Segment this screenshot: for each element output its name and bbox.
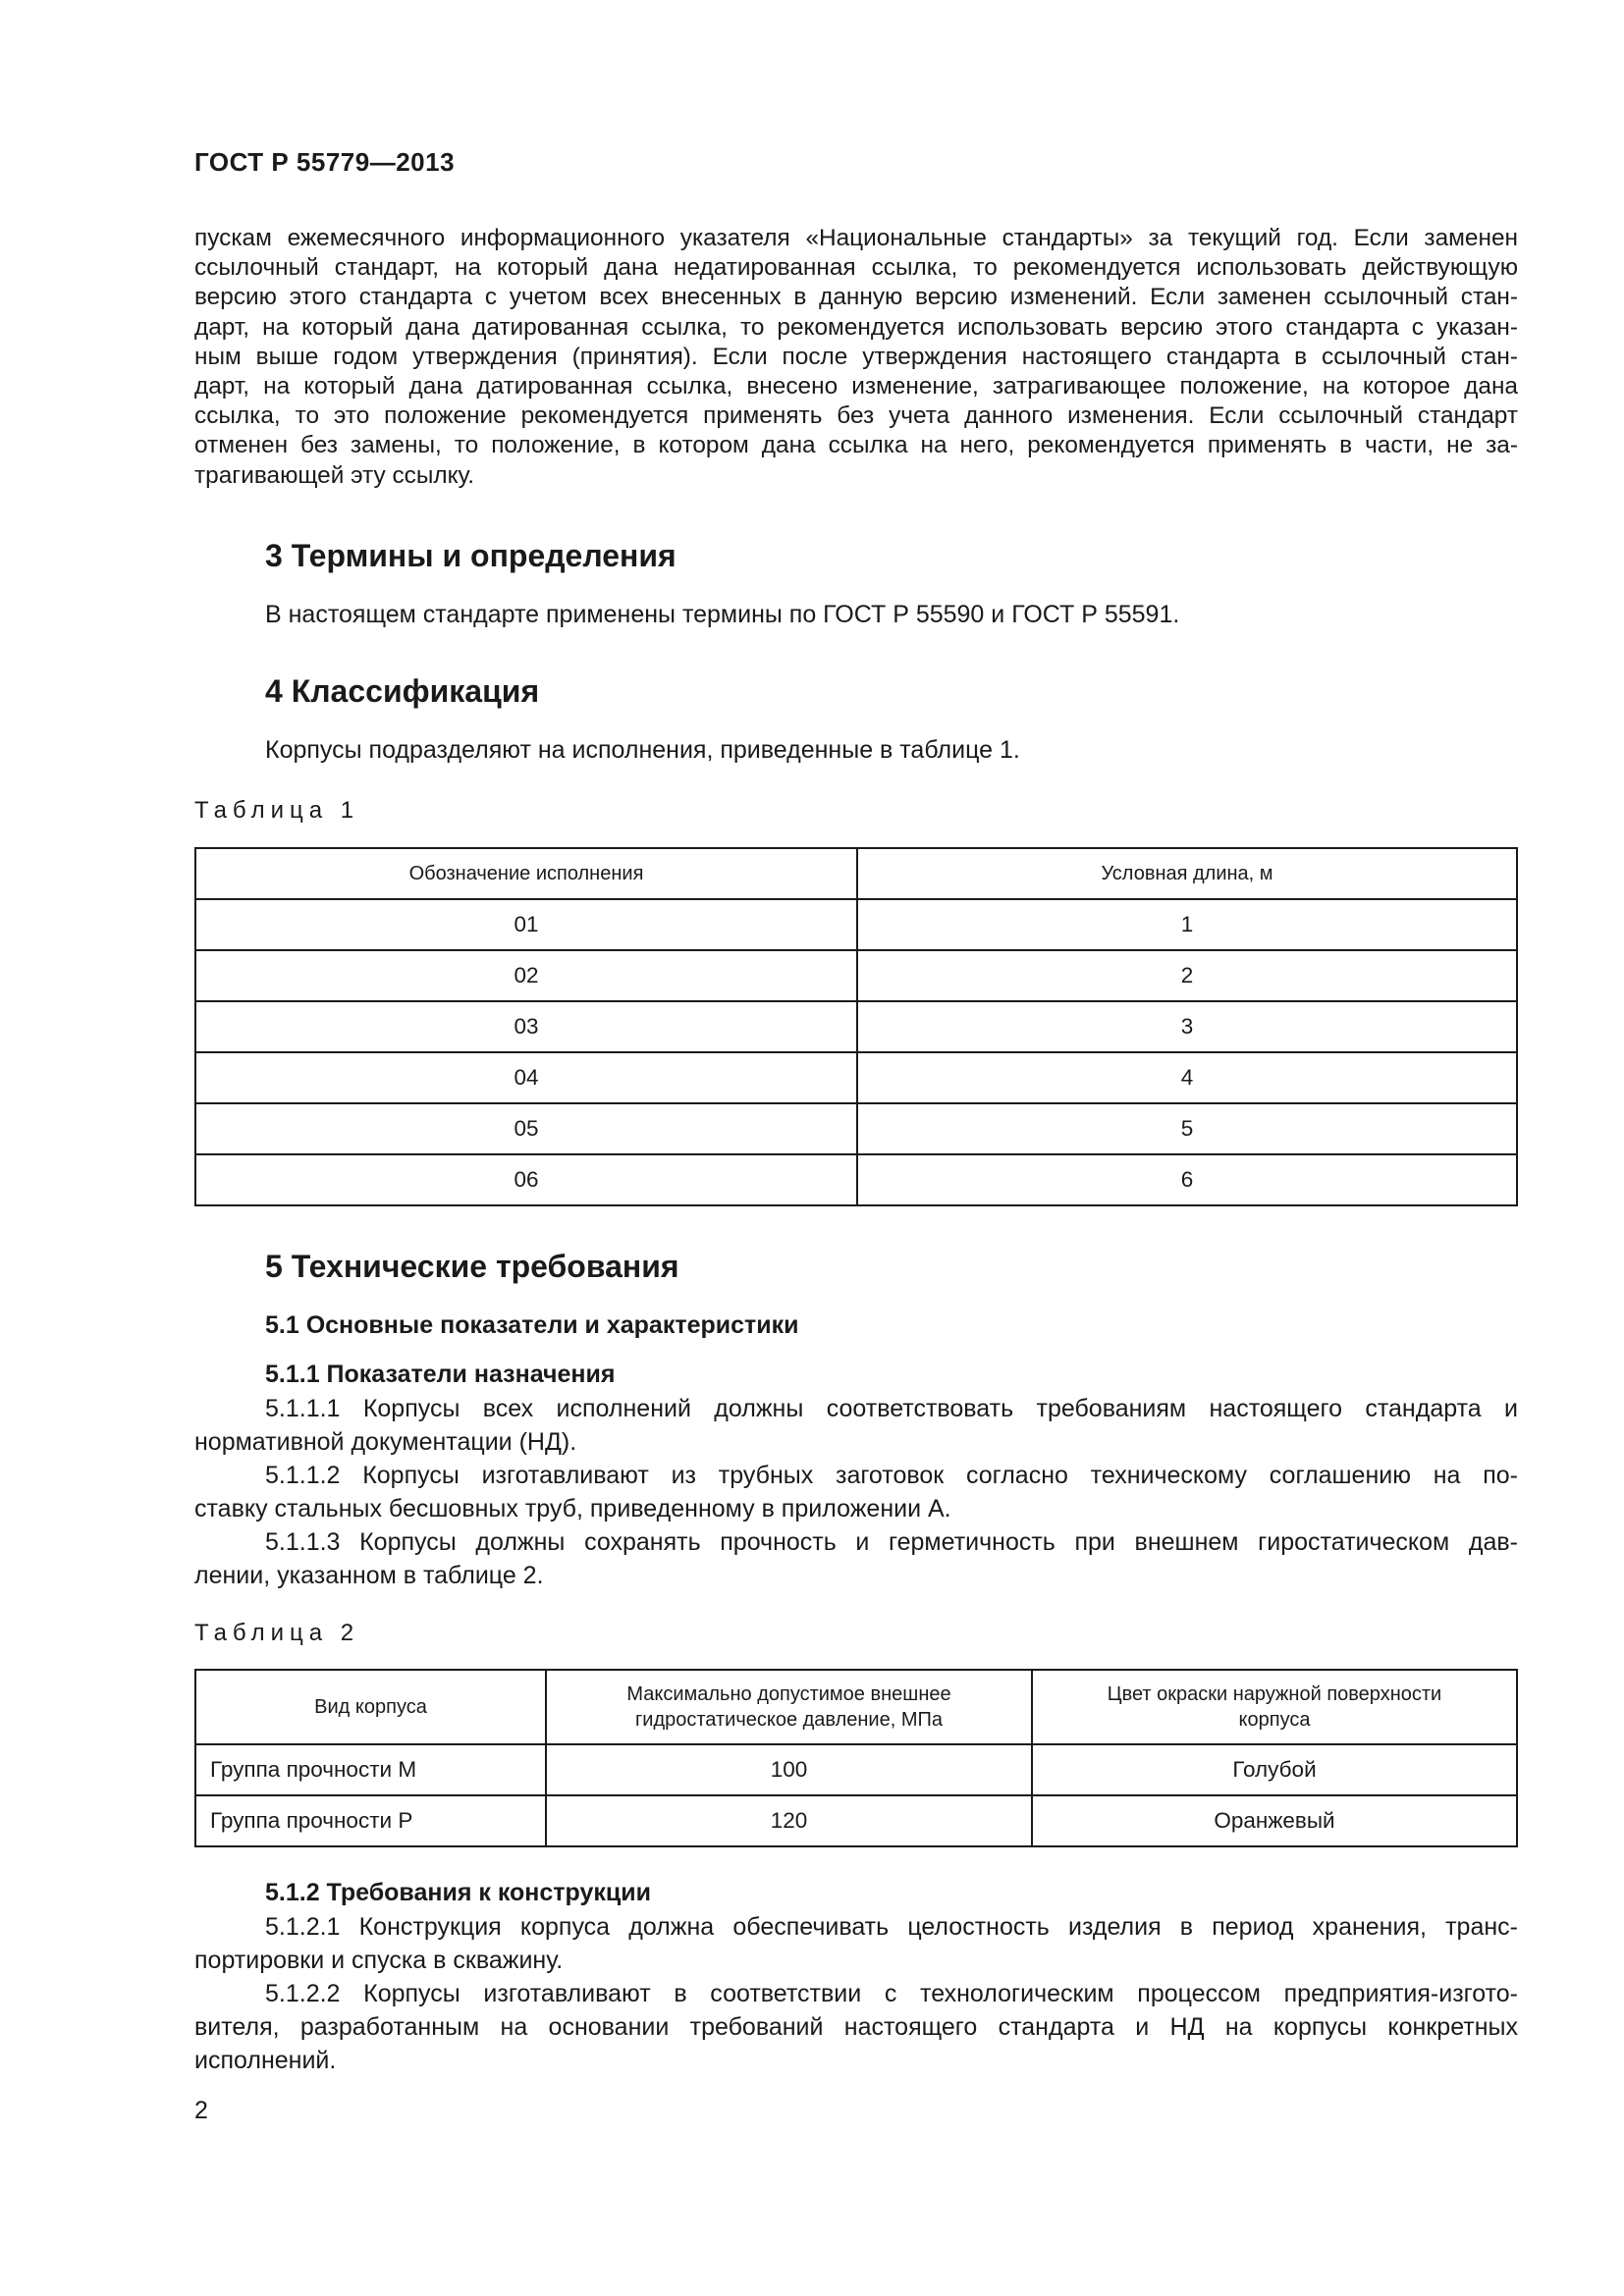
column-header [195, 1670, 546, 1744]
table-cell: Группа прочности Р [195, 1795, 546, 1846]
column-header [546, 1670, 1032, 1744]
text-line: ссылочный стандарт, на который дана недатированная ссылка, то рекомендуется использовать действующую [194, 254, 1518, 282]
text-line: 5.1.2.1 Конструкция корпуса должна обеспечивать целостность изделия в период хранения, транс- [265, 1913, 1518, 1941]
table-cell: 3 [857, 1001, 1517, 1052]
table-row [195, 1052, 1517, 1103]
table-cell: 5 [857, 1103, 1517, 1154]
table-row [195, 950, 1517, 1001]
table-2 [194, 1669, 1518, 1847]
table-cell: 01 [195, 899, 857, 950]
paragraph-5-1-1-3 [194, 1525, 1518, 1592]
page-number: 2 [194, 2097, 208, 2124]
text-line: нормативной документации (НД). [194, 1428, 577, 1456]
table-row [195, 899, 1517, 950]
text-line: версию этого стандарта с учетом всех внесенных в данную версию изменений. Если заменен ссылочный стан- [194, 284, 1518, 311]
text-line: лении, указанном в таблице 2. [194, 1562, 544, 1589]
column-header: Обозначение исполнения [195, 848, 857, 899]
section-3-heading: 3 Термины и определения [265, 538, 677, 573]
header-line: Максимально допустимое внешнее [626, 1683, 951, 1705]
header-line: гидростатическое давление, МПа [634, 1709, 944, 1731]
table-cell: 06 [195, 1154, 857, 1205]
paragraph-5-1-2-1 [194, 1910, 1518, 1977]
text-line: 5.1.1.1 Корпусы всех исполнений должны соответствовать требованиям настоящего стандарта и [265, 1395, 1518, 1422]
table-row [195, 1154, 1517, 1205]
section-5-heading: 5 Технические требования [265, 1249, 679, 1284]
table-row [195, 1795, 1517, 1846]
table-cell: 02 [195, 950, 857, 1001]
table-cell: Голубой [1032, 1744, 1517, 1795]
table-cell: Оранжевый [1032, 1795, 1517, 1846]
header-line: Цвет окраски наружной поверхности [1107, 1683, 1442, 1705]
text-line: отменен без замены, то положение, в котором дана ссылка на него, рекомендуется применять в части, не за- [194, 432, 1518, 459]
text-line: дарт, на который дана датированная ссылка, то рекомендуется использовать версию этого стандарта с указан- [194, 313, 1518, 341]
table-cell: 03 [195, 1001, 857, 1052]
text-line: пускам ежемесячного информационного указателя «Национальные стандарты» за текущий год. Если заменен [194, 225, 1518, 251]
section-4-text: Корпусы подразделяют на исполнения, приведенные в таблице 1. [265, 736, 1020, 764]
table-row [195, 1103, 1517, 1154]
table-cell: 6 [857, 1154, 1517, 1205]
text-line: трагивающей эту ссылку. [194, 461, 475, 489]
paragraph-5-1-2-2 [194, 1977, 1518, 2077]
paragraph-5-1-1-1 [194, 1392, 1518, 1459]
section-4-heading: 4 Классификация [265, 673, 540, 709]
subsection-5-1-2-heading: 5.1.2 Требования к конструкции [265, 1879, 651, 1906]
table-1-caption: Таблица 1 [194, 797, 360, 824]
text-line: ссылка, то это положение рекомендуется применять без учета данного изменения. Если ссылочный стандарт [194, 402, 1518, 430]
table-header-row [195, 848, 1517, 899]
column-header [1032, 1670, 1517, 1744]
text-line: 5.1.2.2 Корпусы изготавливают в соответствии с технологическим процессом предприятия-изгото- [265, 1980, 1518, 2007]
subsection-5-1-1-heading: 5.1.1 Показатели назначения [265, 1361, 616, 1388]
table-1 [194, 847, 1518, 1206]
table-row [195, 1001, 1517, 1052]
text-line: 5.1.1.2 Корпусы изготавливают из трубных заготовок согласно техническому соглашению на по- [265, 1462, 1518, 1489]
table-row [195, 1744, 1517, 1795]
table-cell: 2 [857, 950, 1517, 1001]
text-line: ставку стальных бесшовных труб, приведенному в приложении А. [194, 1495, 951, 1522]
intro-paragraph [194, 224, 1518, 491]
table-2-caption: Таблица 2 [194, 1620, 360, 1646]
table-cell: 120 [546, 1795, 1032, 1846]
paragraph-5-1-1-2 [194, 1459, 1518, 1525]
text-line: 5.1.1.3 Корпусы должны сохранять прочность и герметичность при внешнем гиростатическом дав- [265, 1528, 1518, 1556]
header-line: корпуса [1238, 1709, 1311, 1731]
text-line: исполнений. [194, 2047, 337, 2074]
document-header: ГОСТ Р 55779—2013 [194, 147, 456, 177]
table-cell: 04 [195, 1052, 857, 1103]
text-line: вителя, разработанным на основании требований настоящего стандарта и НД на корпусы конкретных [194, 2013, 1518, 2041]
text-line: портировки и спуска в скважину. [194, 1947, 564, 1974]
table-cell: 4 [857, 1052, 1517, 1103]
section-3-text: В настоящем стандарте применены термины по ГОСТ Р 55590 и ГОСТ Р 55591. [265, 601, 1180, 628]
table-header-row [195, 1670, 1517, 1744]
header-line: Вид корпуса [314, 1696, 427, 1718]
table-cell: 100 [546, 1744, 1032, 1795]
text-line: ным выше годом утверждения (принятия). Если после утверждения настоящего стандарта в ссылочный стан- [194, 343, 1518, 370]
column-header: Условная длина, м [857, 848, 1517, 899]
text-line: дарт, на который дана датированная ссылка, внесено изменение, затрагивающее положение, на которое дана [194, 372, 1518, 400]
subsection-5-1-heading: 5.1 Основные показатели и характеристики [265, 1311, 799, 1339]
table-cell: 1 [857, 899, 1517, 950]
table-cell: Группа прочности М [195, 1744, 546, 1795]
table-cell: 05 [195, 1103, 857, 1154]
